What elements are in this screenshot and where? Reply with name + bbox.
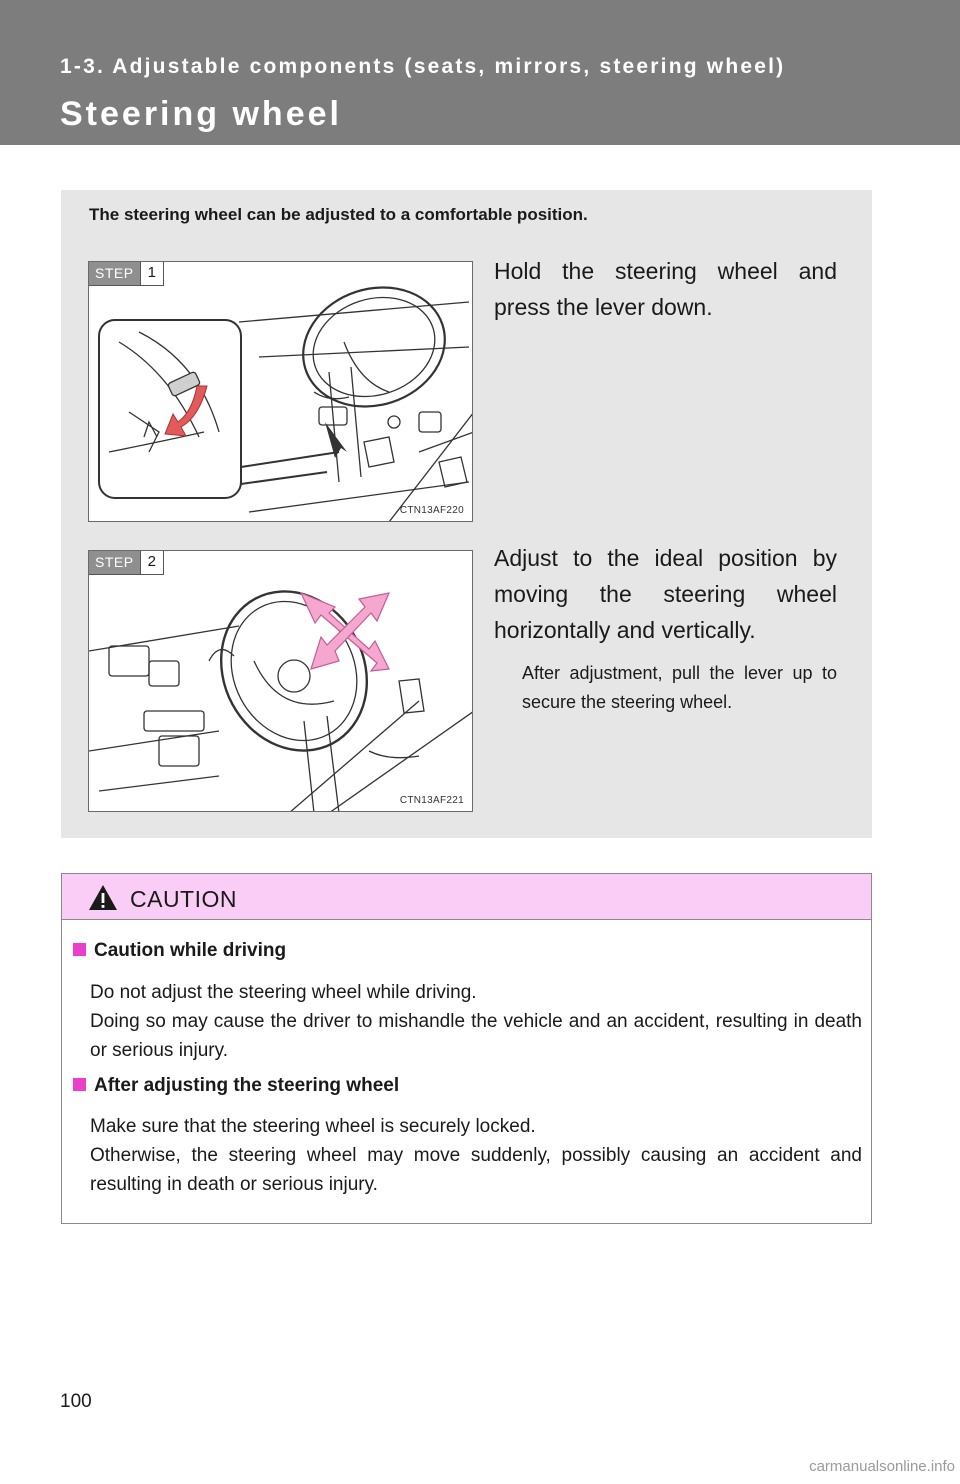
figure-code: CTN13AF220	[399, 505, 464, 516]
caution-box	[61, 873, 872, 1224]
header-band	[0, 0, 960, 145]
step-number: 2	[140, 551, 163, 574]
caution-paragraph: Doing so may cause the driver to mishandle the vehicle and an accident, resulting in death or serious injury.	[90, 1011, 862, 1061]
step-1-illustration	[88, 261, 473, 522]
intro-text: The steering wheel can be adjusted to a comfortable position.	[89, 205, 588, 224]
adjust-illustration	[89, 551, 473, 812]
step-1-badge	[89, 262, 164, 286]
step-1-text: Hold the steering wheel and press the lever down.	[494, 258, 837, 320]
step-2-text: Adjust to the ideal position by moving the steering wheel horizontally and vertically.	[494, 545, 837, 643]
caution-header	[62, 874, 871, 920]
page-number: 100	[60, 1391, 92, 1412]
step-2-note: After adjustment, pull the lever up to secure the steering wheel.	[522, 663, 837, 712]
caution-paragraph: Otherwise, the steering wheel may move suddenly, possibly causing an accident and resulting in death or serious injury.	[90, 1145, 862, 1195]
caution-item-title: Caution while driving	[73, 940, 286, 962]
step-2-illustration	[88, 550, 473, 812]
caution-item-title: After adjusting the steering wheel	[73, 1075, 399, 1097]
caution-paragraph: Make sure that the steering wheel is securely locked.	[90, 1116, 536, 1137]
step-word: STEP	[89, 551, 140, 574]
section-title: 1-3. Adjustable components (seats, mirrors, steering wheel)	[60, 55, 786, 78]
page-title: Steering wheel	[60, 95, 342, 133]
warning-triangle-icon	[88, 884, 118, 911]
lever-illustration	[89, 262, 473, 522]
figure-code: CTN13AF221	[399, 795, 464, 806]
square-bullet-icon	[73, 943, 86, 956]
caution-paragraph: Do not adjust the steering wheel while driving.	[90, 982, 477, 1003]
step-word: STEP	[89, 262, 140, 285]
step-number: 1	[140, 262, 163, 285]
step-2-badge	[89, 551, 164, 575]
watermark: carmanualsonline.info	[809, 1458, 955, 1475]
caution-label: CAUTION	[130, 886, 237, 912]
square-bullet-icon	[73, 1078, 86, 1091]
